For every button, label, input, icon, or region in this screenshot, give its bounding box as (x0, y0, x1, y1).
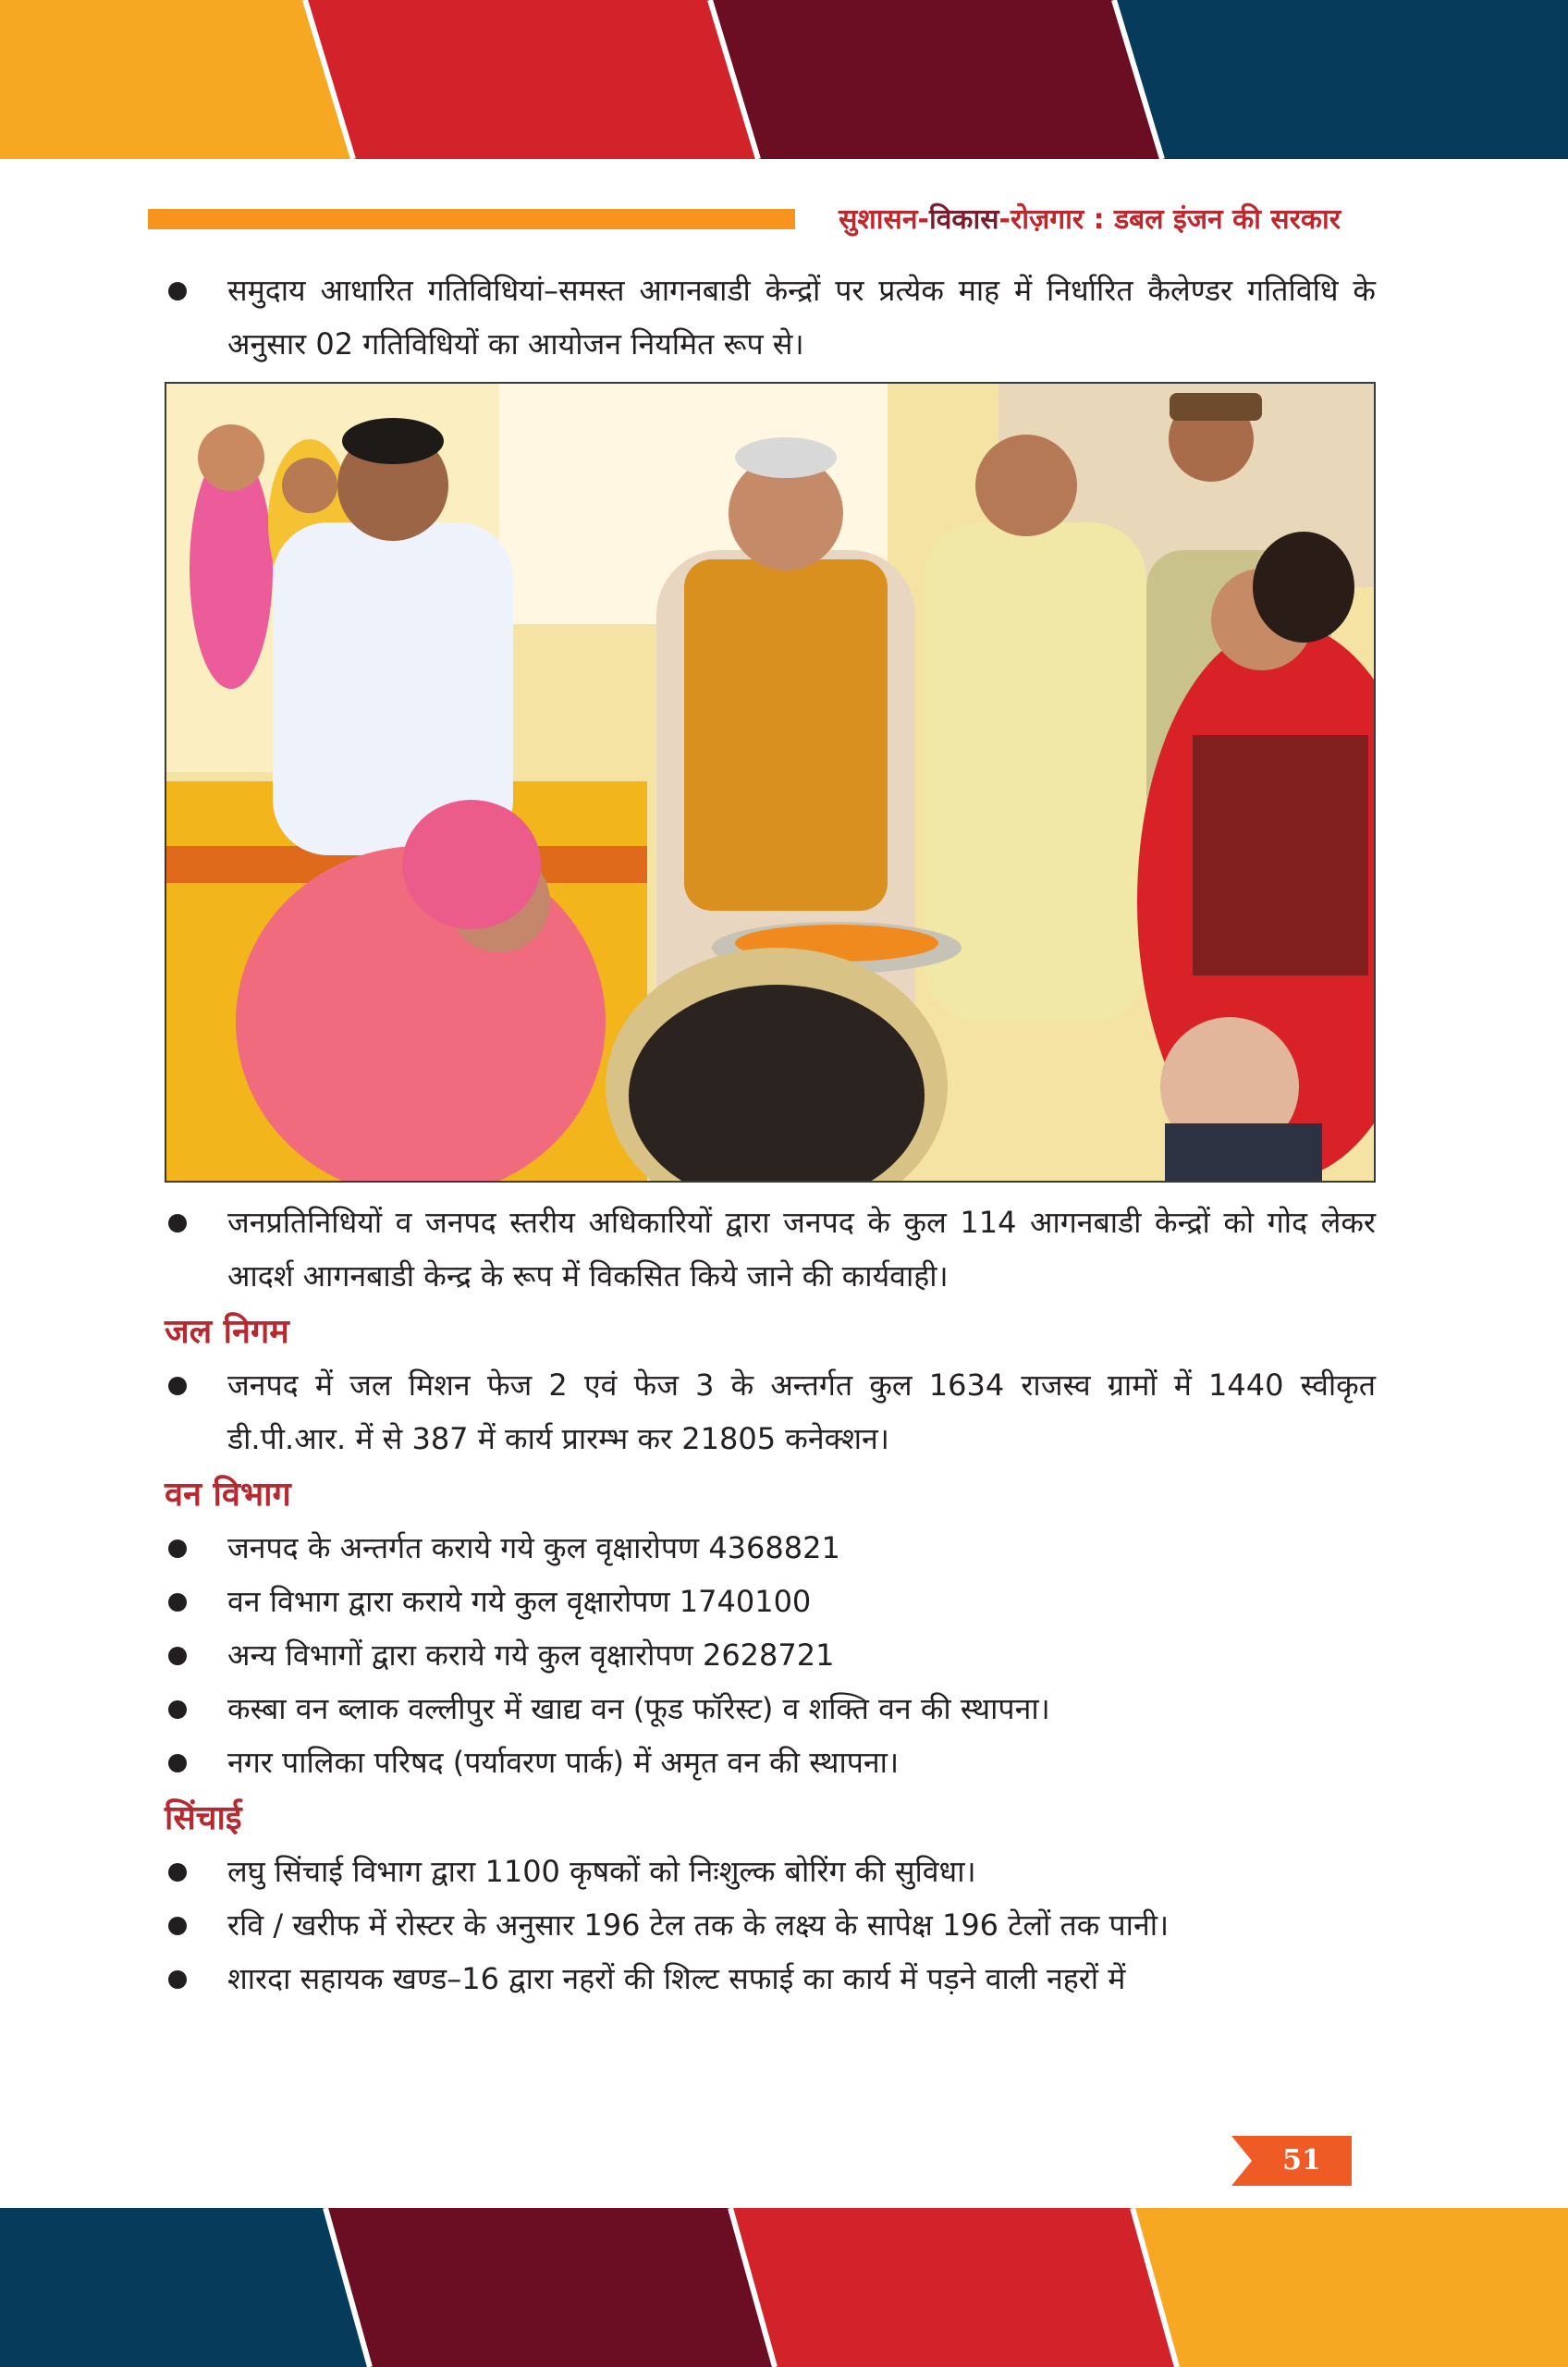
bullet-dot (168, 1377, 187, 1395)
list-item-text: कस्बा वन ब्लाक वल्लीपुर में खाद्य वन (फूड फॉरेस्ट) व शक्ति वन की स्थापना। (227, 1691, 1050, 1726)
section-heading-van-vibhag: वन विभाग (165, 1476, 291, 1514)
list-item (165, 1735, 1376, 1789)
list-item-text: जनपद में जल मिशन फेज 2 एवं फेज 3 के अन्तर्गत कुल 1634 राजस्व ग्रामों में 1440 स्वीकृत डी.पी.आर. में से 387 में कार्य प्रारम्भ कर 21805 कनेक्शन। (227, 1367, 1376, 1456)
page-content (165, 264, 1376, 2005)
bullet-dot (168, 1593, 187, 1612)
list-item (165, 1196, 1376, 1303)
list-item-text: शारदा सहायक खण्ड–16 द्वारा नहरों की शिल्ट सफाई का कार्य में पड़ने वाली नहरों में (227, 1961, 1126, 1996)
bullet-dot (168, 1539, 187, 1558)
list-item (165, 264, 1376, 371)
list-item-text: वन विभाग द्वारा कराये गये कुल वृक्षारोपण 1740100 (227, 1584, 812, 1619)
list-item-text: जनप्रतिनिधियों व जनपद स्तरीय अधिकारियों द्वारा जनपद के कुल 114 आगनबाडी केन्द्रों को गोद लेकर आदर्श आगनबाडी केन्द्र के रूप में विकसित किये जाने की कार्यवाही। (227, 1205, 1376, 1294)
top-color-band (0, 0, 1568, 159)
bullet-dot (168, 1917, 187, 1935)
section-heading-sinchai: सिंचाई (165, 1799, 242, 1837)
running-head (148, 202, 1341, 239)
bullet-dot (168, 1214, 187, 1233)
list-item-text: जनपद के अन्तर्गत कराये गये कुल वृक्षारोपण 4368821 (227, 1530, 840, 1565)
bullet-dot (168, 282, 187, 300)
page-number (1231, 2136, 1352, 2186)
page-number-text: 51 (1282, 2144, 1321, 2177)
list-item-text: अन्य विभागों द्वारा कराये गये कुल वृक्षारोपण 2628721 (227, 1637, 835, 1673)
running-head-title: सुशासन-विकास-रोज़गार : डबल इंजन की सरकार (839, 203, 1341, 236)
list-item (165, 1898, 1376, 1952)
event-photo (165, 382, 1376, 1183)
list-item-text: लघु सिंचाई विभाग द्वारा 1100 कृषकों को निःशुल्क बोरिंग की सुविधा। (227, 1854, 976, 1889)
section-heading-jal-nigam: जल निगम (165, 1313, 289, 1351)
list-item (165, 1682, 1376, 1735)
list-item-text: समुदाय आधारित गतिविधियां–समस्त आगनबाडी केन्द्रों पर प्रत्येक माह में निर्धारित कैलेण्डर गतिविधि के अनुसार 02 गतिविधियों का आयोजन नियमित रूप से। (227, 273, 1376, 362)
list-item-text: रवि / खरीफ में रोस्टर के अनुसार 196 टेल तक के लक्ष्य के सापेक्ष 196 टेलों तक पानी। (227, 1907, 1170, 1943)
bullet-dot (168, 1700, 187, 1719)
list-item (165, 1845, 1376, 1898)
bottom-color-band (0, 2208, 1568, 2367)
list-item-text: नगर पालिका परिषद (पर्यावरण पार्क) में अमृत वन की स्थापना। (227, 1745, 900, 1780)
bullet-dot (168, 1970, 187, 1989)
bullet-dot (168, 1754, 187, 1772)
list-item (165, 1575, 1376, 1628)
list-item (165, 1521, 1376, 1575)
bullet-dot (168, 1647, 187, 1665)
list-item (165, 1628, 1376, 1682)
list-item (165, 1952, 1376, 2005)
running-head-rule (148, 209, 795, 229)
bullet-dot (168, 1863, 187, 1882)
list-item (165, 1358, 1376, 1466)
